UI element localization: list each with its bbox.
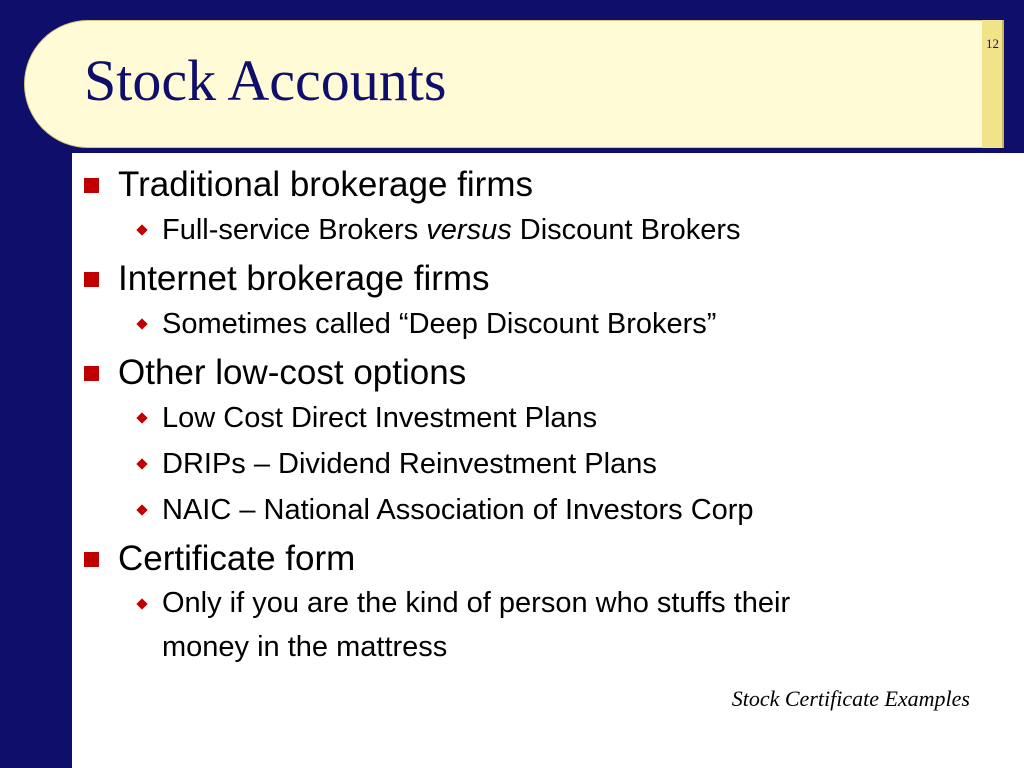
sub-bullet-text-before: Full-service Brokers <box>162 214 427 246</box>
image-caption: Stock Certificate Examples <box>731 686 970 711</box>
bullet-item <box>84 539 994 579</box>
sub-bullet-item <box>84 441 994 487</box>
square-bullet-icon <box>84 366 99 381</box>
sub-bullet-item <box>84 301 994 347</box>
slide-number: 12 <box>986 36 999 51</box>
title-accent-edge <box>1002 20 1004 148</box>
sub-bullet-text-after: Discount Brokers <box>511 214 741 246</box>
diamond-bullet-icon <box>136 412 147 423</box>
square-bullet-icon <box>84 178 99 193</box>
right-border-band <box>1004 0 1024 153</box>
bullet-item <box>84 353 994 393</box>
sub-bullet-emphasis: versus <box>426 214 512 246</box>
bullet-item <box>84 165 994 205</box>
sub-bullet-item <box>84 487 994 533</box>
square-bullet-icon <box>84 552 99 567</box>
sub-bullet-text: Low Cost Direct Investment Plans <box>162 402 598 434</box>
diamond-bullet-icon <box>136 598 147 609</box>
sub-bullet-list <box>84 207 994 253</box>
bullet-text: Traditional brokerage firms <box>118 165 533 204</box>
diamond-bullet-icon <box>136 318 147 329</box>
bullet-text: Other low-cost options <box>118 353 467 392</box>
sub-bullet-list <box>84 581 994 669</box>
sub-bullet-text-line: money in the mattress <box>162 631 448 663</box>
bullet-text: Internet brokerage firms <box>118 259 490 298</box>
bullet-item <box>84 259 994 299</box>
sub-bullet-item <box>84 581 994 669</box>
sub-bullet-text: NAIC – National Association of Investors Corp <box>162 494 754 526</box>
square-bullet-icon <box>84 272 99 287</box>
bullet-text: Certificate form <box>118 539 356 578</box>
diamond-bullet-icon <box>136 224 147 235</box>
sub-bullet-text: Sometimes called “Deep Discount Brokers” <box>162 308 717 340</box>
sub-bullet-list <box>84 395 994 533</box>
slide-title: Stock Accounts <box>84 48 447 113</box>
sub-bullet-text-line: Only if you are the kind of person who stuffs their <box>162 587 791 619</box>
sub-bullet-item <box>84 395 994 441</box>
diamond-bullet-icon <box>136 504 147 515</box>
sub-bullet-list <box>84 301 994 347</box>
bullet-list <box>84 165 994 675</box>
sub-bullet-item <box>84 207 994 253</box>
sub-bullet-text: DRIPs – Dividend Reinvestment Plans <box>162 448 657 480</box>
diamond-bullet-icon <box>136 458 147 469</box>
